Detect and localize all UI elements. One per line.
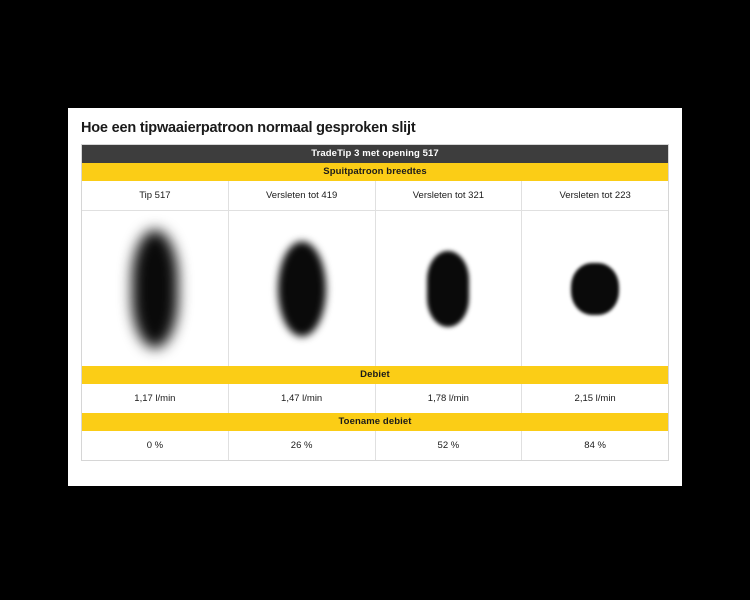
spray-pattern-lens-icon bbox=[427, 251, 469, 327]
spray-pattern-cell-2 bbox=[229, 211, 376, 366]
table-header-band: TradeTip 3 met opening 517 bbox=[82, 145, 668, 163]
spray-pattern-cell-3 bbox=[376, 211, 523, 366]
section-header-spray-widths: Spuitpatroon breedtes bbox=[82, 163, 668, 181]
section-header-flow-increase: Toename debiet bbox=[82, 413, 668, 431]
increase-value-cell: 52 % bbox=[376, 431, 523, 460]
info-card bbox=[68, 108, 682, 486]
tip-label-cell: Versleten tot 321 bbox=[376, 181, 523, 210]
flow-value-cell: 1,78 l/min bbox=[376, 384, 523, 413]
spray-pattern-oval-icon bbox=[278, 241, 326, 336]
spray-pattern-cell-4 bbox=[522, 211, 668, 366]
page-title: Hoe een tipwaaierpatroon normaal gesproken slijt bbox=[81, 120, 416, 136]
tip-label-row bbox=[82, 181, 668, 210]
spray-pattern-row bbox=[82, 211, 668, 366]
flow-value-cell: 1,17 l/min bbox=[82, 384, 229, 413]
tip-label-cell: Versleten tot 223 bbox=[522, 181, 668, 210]
spray-pattern-round-icon bbox=[571, 263, 619, 315]
flow-row bbox=[82, 384, 668, 413]
increase-value-cell: 26 % bbox=[229, 431, 376, 460]
spray-pattern-blurred-narrow-icon bbox=[132, 230, 178, 348]
tip-label-cell: Versleten tot 419 bbox=[229, 181, 376, 210]
spray-pattern-cell-1 bbox=[82, 211, 229, 366]
increase-value-cell: 0 % bbox=[82, 431, 229, 460]
increase-value-cell: 84 % bbox=[522, 431, 668, 460]
increase-row bbox=[82, 431, 668, 460]
flow-value-cell: 1,47 l/min bbox=[229, 384, 376, 413]
tip-label-cell: Tip 517 bbox=[82, 181, 229, 210]
wear-comparison-table bbox=[81, 144, 669, 461]
section-header-flow: Debiet bbox=[82, 366, 668, 384]
flow-value-cell: 2,15 l/min bbox=[522, 384, 668, 413]
